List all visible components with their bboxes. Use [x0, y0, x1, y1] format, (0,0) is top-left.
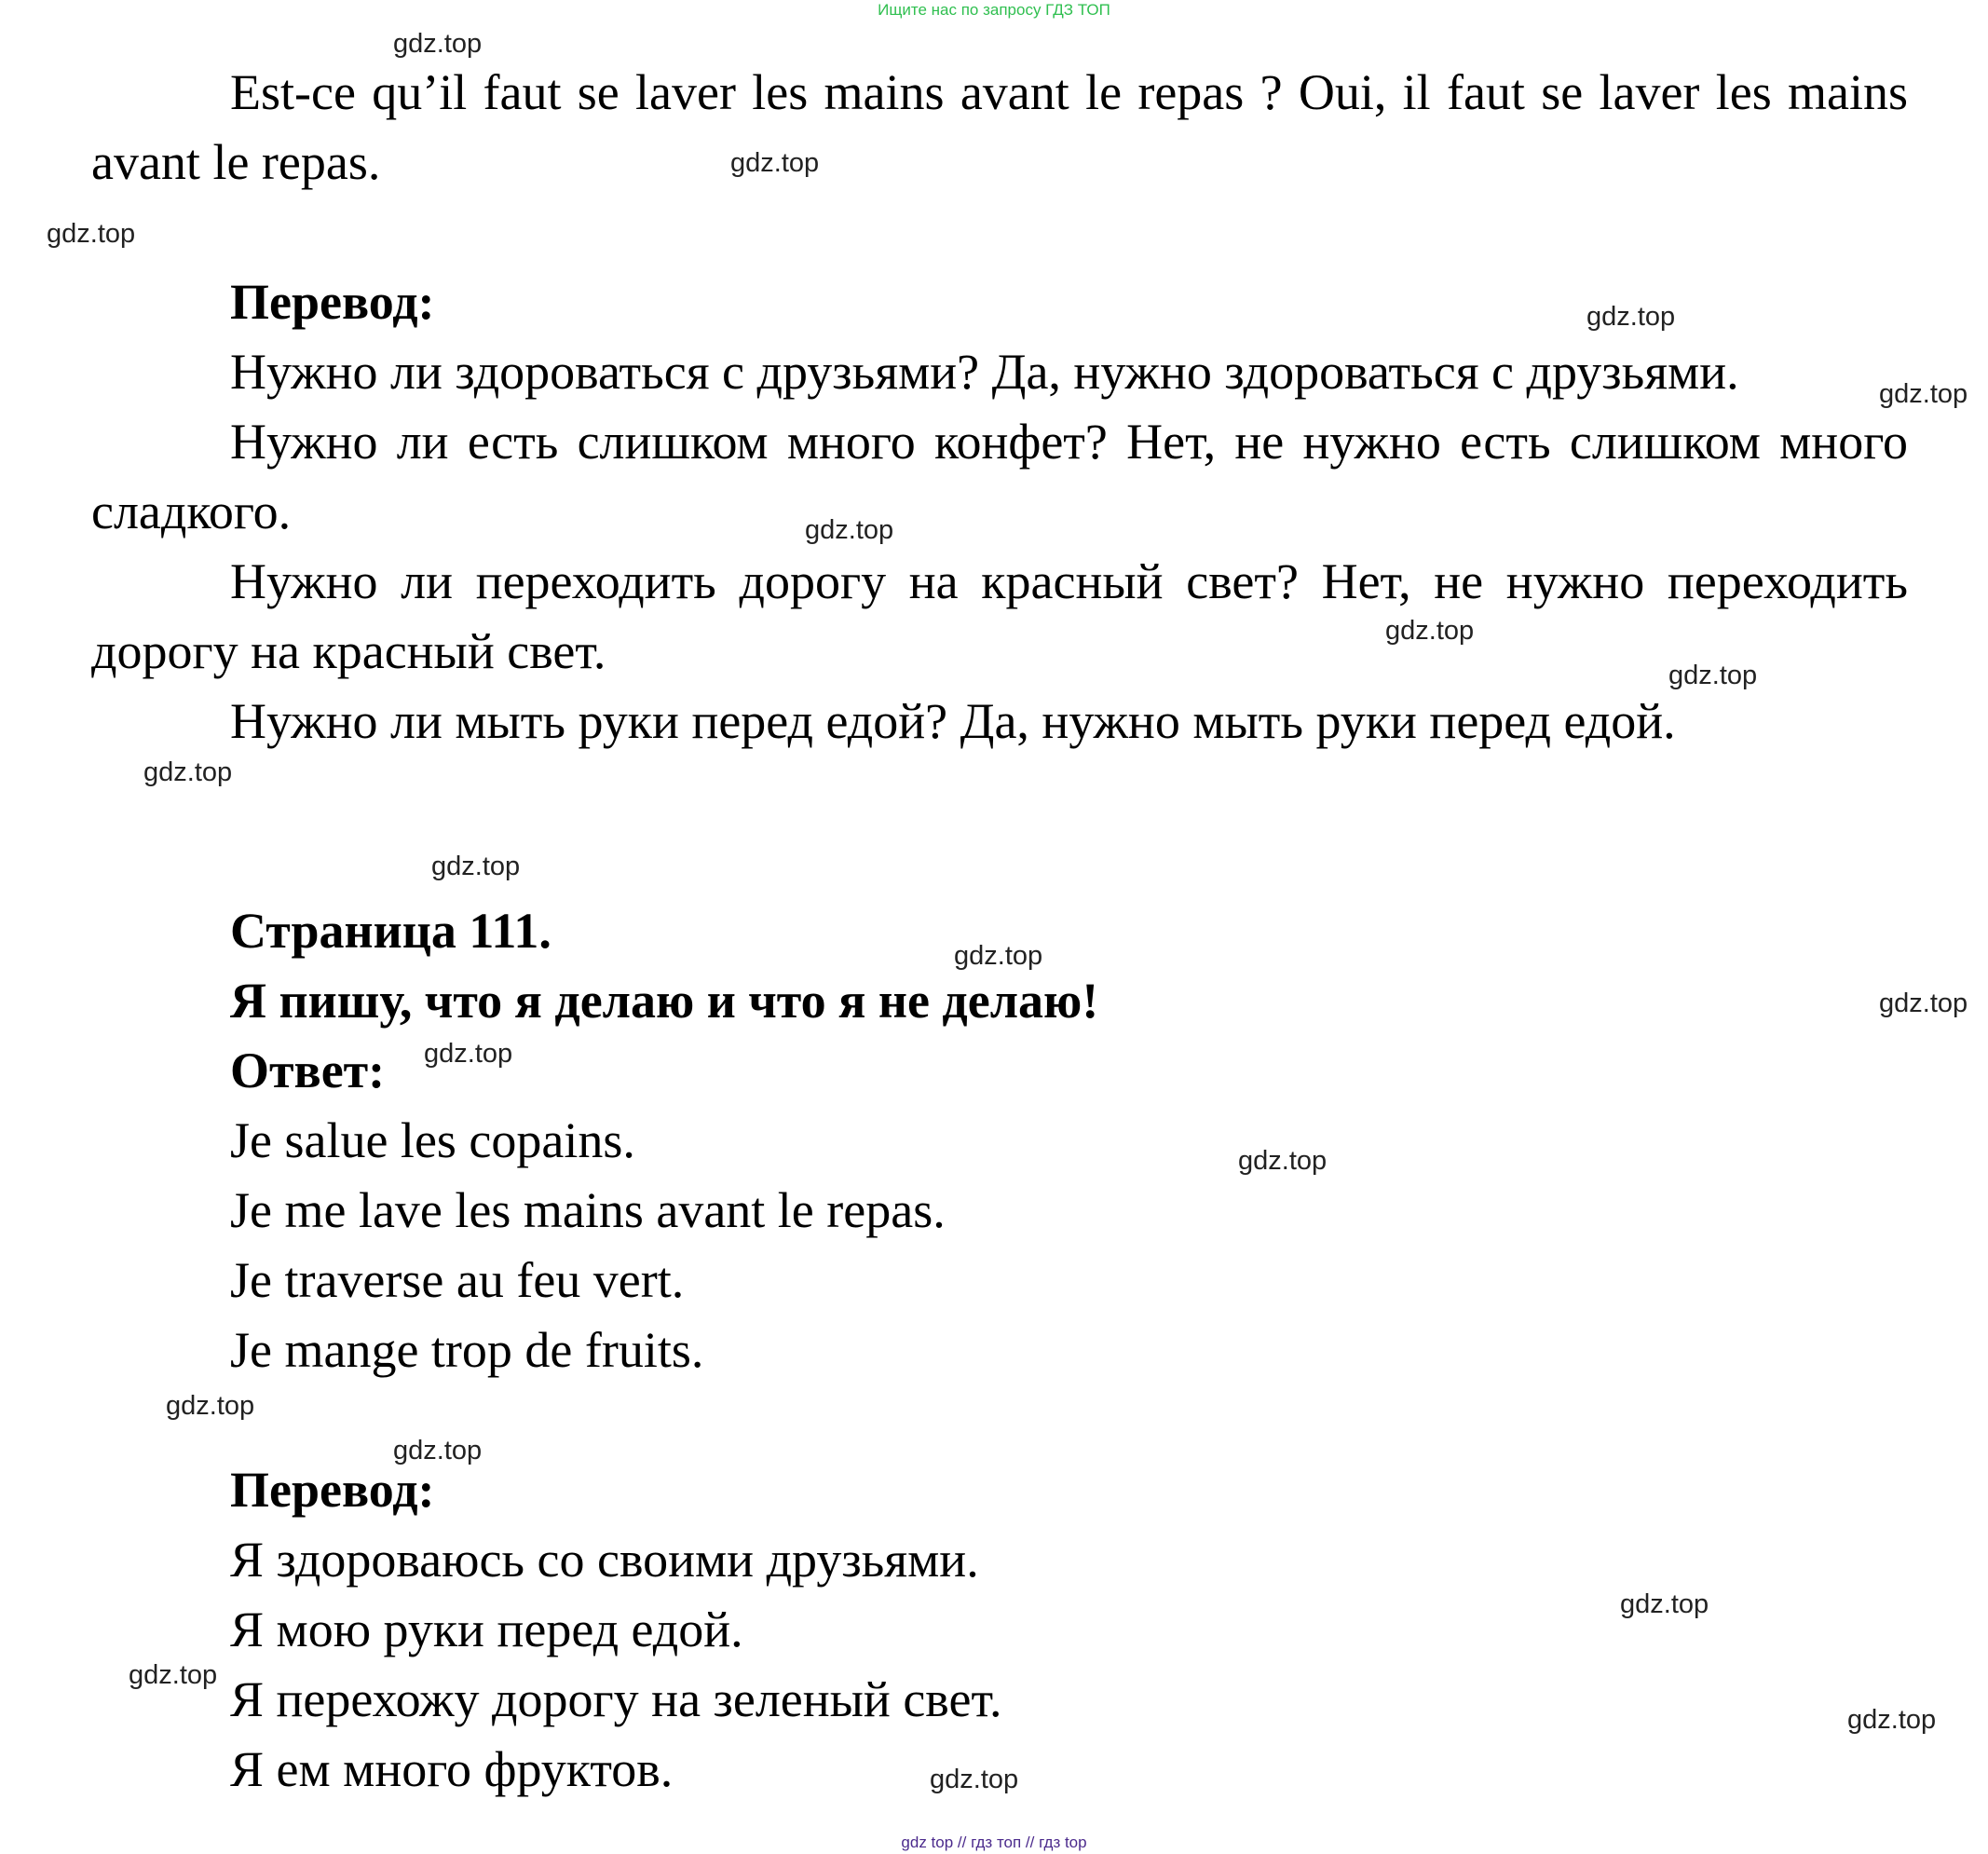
- watermark: gdz.top: [1879, 379, 1968, 409]
- watermark: gdz.top: [1847, 1705, 1937, 1735]
- translation-heading-2: Перевод:: [230, 1462, 435, 1518]
- spacer: [91, 757, 1908, 896]
- translation-heading-1: Перевод:: [230, 274, 435, 330]
- header-search-banner: Ищите нас по запросу ГДЗ ТОП: [878, 1, 1110, 19]
- watermark: gdz.top: [129, 1660, 218, 1690]
- translation-line-6: Я мою руки перед едой.: [230, 1602, 743, 1657]
- watermark: gdz.top: [1620, 1589, 1709, 1619]
- watermark: gdz.top: [166, 1391, 255, 1421]
- task-heading: Я пишу, что я делаю и что я не делаю!: [230, 973, 1099, 1029]
- watermark: gdz.top: [805, 515, 894, 545]
- answer-line-4: Je mange trop de fruits.: [230, 1322, 704, 1378]
- watermark: gdz.top: [1238, 1146, 1328, 1176]
- watermark: gdz.top: [47, 219, 136, 249]
- watermark: gdz.top: [1586, 302, 1676, 332]
- spacer: [91, 198, 1908, 267]
- answer-line-2: Je me lave les mains avant le repas.: [230, 1182, 946, 1238]
- watermark: gdz.top: [424, 1039, 513, 1069]
- watermark: gdz.top: [954, 941, 1043, 971]
- translation-line-1: Нужно ли здороваться с друзьями? Да, нужно здороваться с друзьями.: [230, 344, 1739, 400]
- french-question-answer: Est-ce qu’il faut se laver les mains avant le repas ? Oui, il faut se laver les mains avant le repas.: [91, 64, 1908, 190]
- watermark: gdz.top: [730, 148, 820, 178]
- translation-line-5: Я здороваюсь со своими друзьями.: [230, 1532, 979, 1588]
- page-heading: Страница 111.: [230, 903, 551, 959]
- watermark: gdz.top: [393, 1436, 483, 1465]
- translation-line-7: Я перехожу дорогу на зеленый свет.: [230, 1671, 1002, 1727]
- answer-heading: Ответ:: [230, 1043, 386, 1098]
- answer-line-1: Je salue les copains.: [230, 1112, 635, 1168]
- spacer: [91, 1385, 1908, 1455]
- watermark: gdz.top: [393, 29, 483, 59]
- translation-line-8: Я ем много фруктов.: [230, 1741, 674, 1797]
- answer-line-3: Je traverse au feu vert.: [230, 1252, 685, 1308]
- watermark: gdz.top: [1879, 988, 1968, 1018]
- translation-line-2: Нужно ли есть слишком много конфет? Нет, не нужно есть слишком много сладкого.: [91, 414, 1908, 539]
- translation-line-4: Нужно ли мыть руки перед едой? Да, нужно мыть руки перед едой.: [230, 693, 1676, 749]
- watermark: gdz.top: [1668, 661, 1758, 690]
- watermark: gdz.top: [1385, 616, 1475, 646]
- watermark: gdz.top: [143, 757, 233, 787]
- watermark: gdz.top: [930, 1765, 1019, 1794]
- footer-banner: gdz top // гдз топ // гдз top: [901, 1834, 1087, 1851]
- translation-line-3: Нужно ли переходить дорогу на красный свет? Нет, не нужно переходить дорогу на красный свет.: [91, 553, 1908, 679]
- watermark: gdz.top: [431, 852, 521, 881]
